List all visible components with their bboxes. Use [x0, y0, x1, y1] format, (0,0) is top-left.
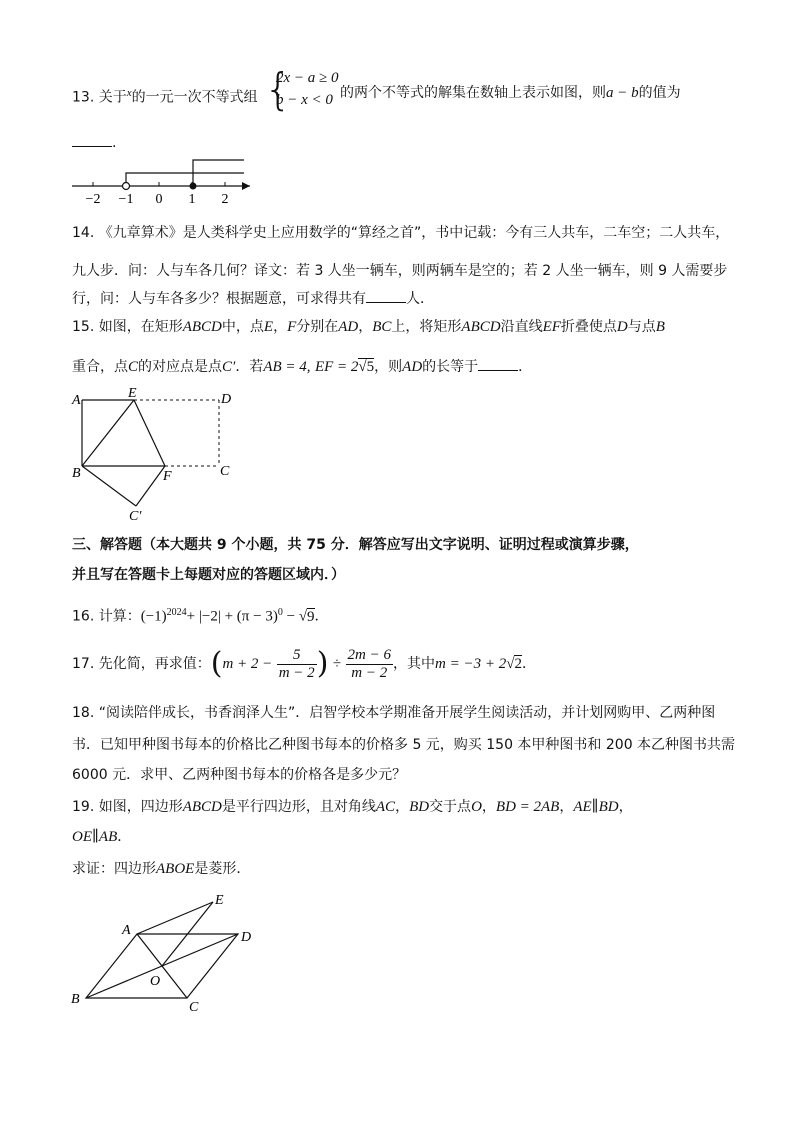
q19-line2: OE∥AB． [72, 829, 132, 845]
axis-tick-label: 2 [221, 192, 229, 207]
label-C: C [220, 464, 230, 479]
q19-line3: 求证：四边形ABOE是菱形． [72, 861, 251, 877]
label-D: D [221, 392, 232, 407]
axis-tick-label: −2 [85, 192, 101, 207]
q15-line2: 重合，点C的对应点是点C′．若AB = 4, EF = 2√5，则AD的长等于 ． [72, 356, 532, 376]
section3-heading-line2: 并且写在答题卡上每题对应的答题区域内．） [72, 567, 345, 583]
q13-line1: 13. 关于$^x$的一元一次不等式组 [72, 87, 258, 106]
label-C-prime: C′ [129, 509, 142, 524]
section3-heading-line1: 三、解答题（本大题共 9 个小题，共 75 分．解答应写出文字说明、证明过程或演算步骤， [72, 537, 639, 553]
q16-line: 16. 计算：$(-1)^{2024}+ |-2| + (\pi - 3)^0 - √9$． [72, 607, 329, 625]
axis-tick-label: 1 [188, 192, 196, 207]
q13-line1-tail: 的两个不等式的解集在数轴上表示如图，则a − b的值为 [340, 85, 681, 101]
q18-line3: 6000 元．求甲、乙两种图书每本的价格各是多少元？ [72, 767, 407, 783]
q14-line3: 行，问：人与车各多少？根据题意，可求得共有 人． [72, 288, 434, 308]
label-D: D [241, 930, 252, 945]
axis-tick-label: −1 [118, 192, 134, 207]
q19-line1: 19. 如图，四边形ABCD是平行四边形，且对角线AC，BD交于点O，BD = 2AB，AE∥BD， [72, 799, 633, 815]
label-B: B [71, 992, 80, 1007]
q17-line: 17. 先化简，再求值：(m + 2 − $\frac{5}{m - 2}$ ) ÷ $\frac{2m - 6}{m - 2}$ ，其中m = −3 + 2√2． [72, 646, 536, 681]
label-F: F [163, 469, 172, 484]
q18-line2: 书．已知甲种图书每本的价格比乙种图书每本的价格多 5 元，购买 150 本甲种图书和 200 本乙种图书共需 [72, 737, 736, 753]
q15-line1: 15. 如图，在矩形ABCD中，点E，F分别在AD，BC上，将矩形ABCD沿直线EF折叠使点D与点B [72, 319, 665, 335]
fraction-1: $\frac{5}{m - 2}$ [278, 646, 315, 681]
fraction-2: $\frac{2m - 6}{m - 2}$ [347, 646, 392, 681]
segment-AE [137, 902, 213, 934]
q14-line2: 九人步．问：人与车各几何？译文：若 3 人坐一辆车，则两辆车是空的；若 2 人坐一辆车，则 9 人需要步 [72, 263, 728, 279]
label-A: A [72, 393, 81, 408]
axis-tick-label: 0 [155, 192, 163, 207]
q18-line1: 18. “阅读陪伴成长，书香润泽人生”．启智学校本学期准备开展学生阅读活动，并计划网购甲、乙两种图 [72, 705, 716, 721]
label-E: E [128, 386, 137, 401]
label-O: O [150, 974, 161, 989]
label-E: E [215, 893, 224, 908]
label-A: A [122, 923, 131, 938]
label-B: B [72, 466, 81, 481]
q13-answer-blank: . [72, 132, 116, 152]
inequality-1: 2x − a ≥ 0 [276, 70, 339, 86]
label-C: C [189, 1000, 199, 1015]
inequality-2: b − x < 0 [276, 92, 333, 108]
q14-line1: 14. 《九章算术》是人类科学史上应用数学的“算经之首”，书中记载：今有三人共车，二车空；二人共车， [72, 225, 730, 241]
